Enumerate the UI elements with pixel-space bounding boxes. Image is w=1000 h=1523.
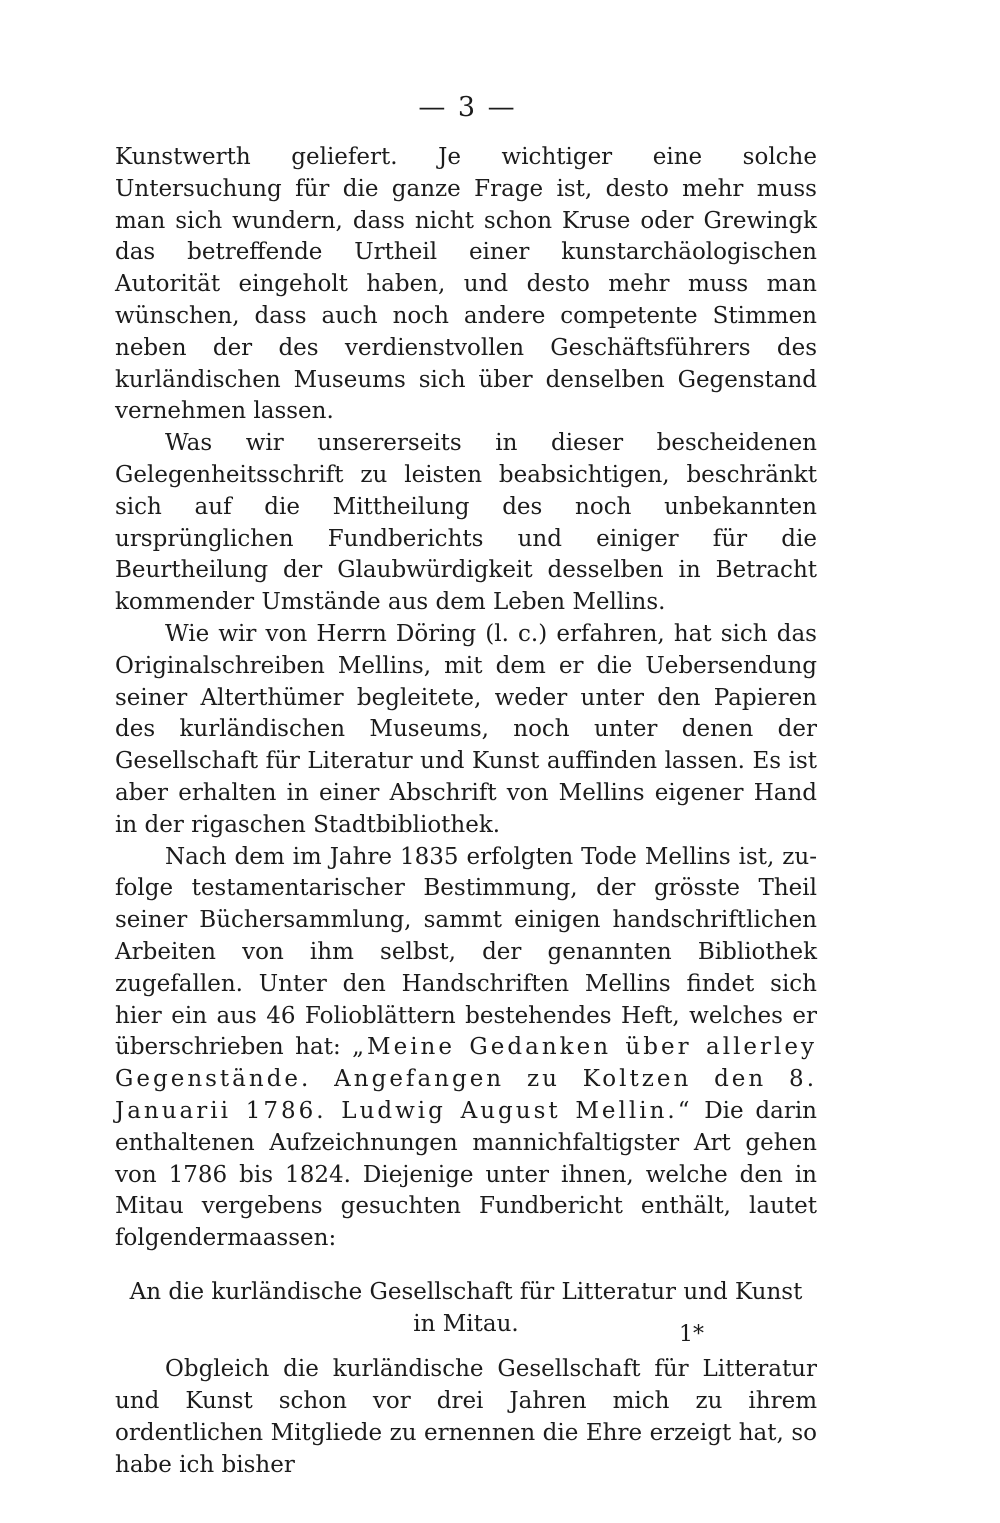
paragraph-1: Kunstwerth geliefert. Je wichtiger eine solche Untersuchung für die ganze Frage ist, desto mehr muss man sich wundern, dass nicht schon Kruse oder Grewingk das betreffende Urtheil einer kunstarchäologischen Autorität eingeholt haben, und desto mehr muss man wünschen, dass auch noch andere competente Stimmen neben der des verdienstvollen Geschäftsführers des kurländischen Museums sich über denselben Gegenstand vernehmen lassen. bbox=[115, 144, 817, 425]
body-text bbox=[115, 142, 817, 1482]
letter-heading-line-2: in Mitau. bbox=[413, 1310, 519, 1337]
page-number: — 3 — bbox=[418, 92, 517, 123]
paragraph-5: Obgleich die kurländische Gesellschaft für Litteratur und Kunst schon vor drei Jahren mich zu ihrem ordentlichen Mitgliede zu ernennen die Ehre erzeigt hat, so habe ich bisher bbox=[115, 1356, 817, 1478]
paragraph-2: Was wir unsererseits in dieser bescheidenen Gelegenheitsschrift zu leisten beabsichtigen, beschränkt sich auf die Mittheilung des noch unbekannten ursprünglichen Fundberichts und einiger für die Beurtheilung der Glaubwürdigkeit desselben in Betracht kommender Umstände aus dem Leben Mellins. bbox=[115, 430, 817, 616]
letter-heading-line-1: An die kurländische Gesellschaft für Litteratur und Kunst bbox=[129, 1278, 803, 1305]
paragraph-4 bbox=[115, 842, 817, 1255]
letter-heading bbox=[115, 1277, 817, 1341]
paragraph-4-text-start: Nach dem im Jahre 1835 erfolgten Tode Mellins ist, zufolge testamentarischer Bestimmung, der grösste Theil seiner Büchersammlung, sammt einigen handschriftlichen Arbeiten von ihm selbst, der genannten Bibliothek zugefallen. Unter den Handschriften Mellins findet sich hier ein aus 46 Folioblättern bestehendes Heft, welches er überschrieben hat: bbox=[115, 843, 817, 1061]
paragraph-4-text-end: Die darin enthaltenen Aufzeichnungen mannichfaltigster Art gehen von 1786 bis 1824. Diejenige unter ihnen, welche den in Mitau vergebens gesuchten Fundbericht enthält, lautet folgendermaassen: bbox=[115, 1097, 817, 1252]
manuscript-title-quote: „Meine Gedanken über allerley Gegenstände. Angefangen zu Koltzen den 8. Januarii 1786. Ludwig August Mellin.“ bbox=[115, 1034, 817, 1124]
paragraph-3: Wie wir von Herrn Döring (l. c.) erfahren, hat sich das Originalschreiben Mellins, mit dem er die Uebersendung seiner Alterthümer begleitete, weder unter den Papieren des kurländischen Museums, noch unter denen der Gesellschaft für Literatur und Kunst auffinden lassen. Es ist aber erhalten in einer Abschrift von Mellins eigener Hand in der rigaschen Stadtbibliothek. bbox=[115, 620, 817, 838]
signature-mark: 1* bbox=[679, 1322, 704, 1347]
